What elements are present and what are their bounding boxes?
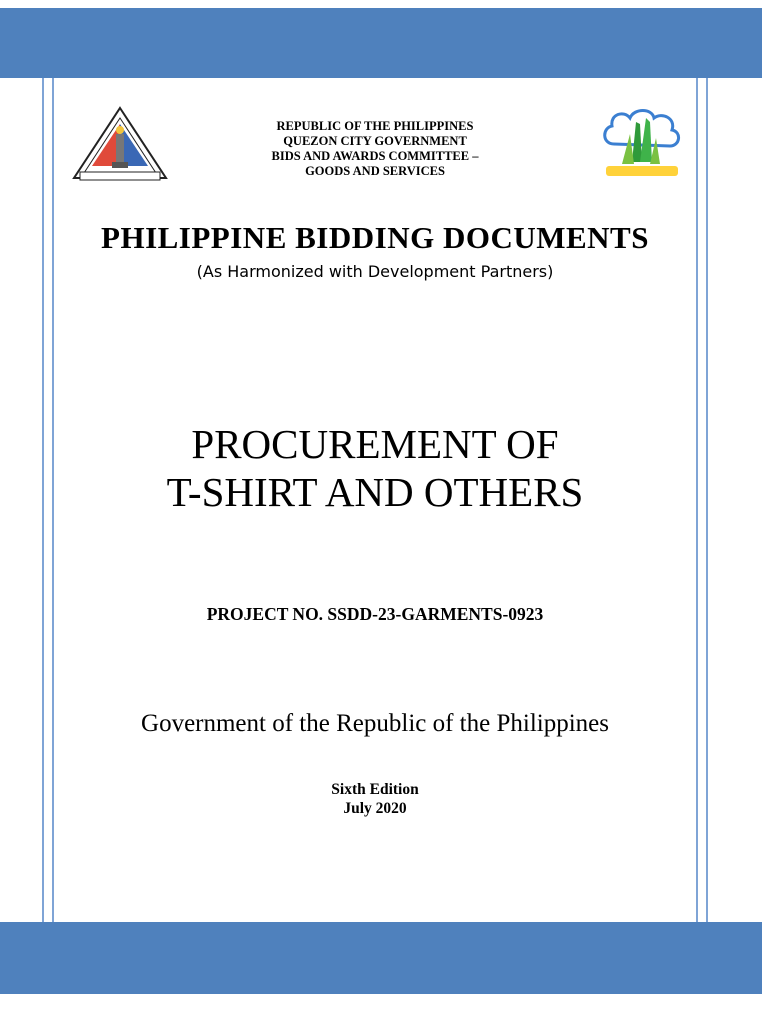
document-title-text: PHILIPPINE BIDDING DOCUMENTS [101, 220, 649, 255]
quezon-city-great-green-growing-logo [596, 104, 688, 186]
bottom-color-band [0, 922, 762, 994]
procurement-title-line2: T-SHIRT AND OTHERS [166, 469, 584, 515]
top-color-band [0, 8, 762, 78]
header-line-goods-services: GOODS AND SERVICES [305, 164, 445, 178]
agency-header [200, 119, 550, 179]
header-line-republic: REPUBLIC OF THE PHILIPPINES [276, 119, 474, 133]
document-title [60, 220, 690, 256]
header-line-qc-government: QUEZON CITY GOVERNMENT [283, 134, 467, 148]
document-subtitle: (As Harmonized with Development Partners) [196, 262, 554, 281]
procurement-title-line1: PROCUREMENT OF [191, 421, 559, 467]
edition-date: July 2020 [343, 800, 407, 817]
quezon-city-seal-logo [72, 106, 168, 182]
procurement-title [40, 420, 710, 516]
government-line: Government of the Republic of the Philippines [141, 710, 609, 737]
edition-label: Sixth Edition [331, 781, 419, 798]
edition-block [220, 780, 530, 818]
project-number: PROJECT NO. SSDD-23-GARMENTS-0923 [206, 604, 544, 624]
header-line-bac: BIDS AND AWARDS COMMITTEE – [271, 149, 479, 163]
